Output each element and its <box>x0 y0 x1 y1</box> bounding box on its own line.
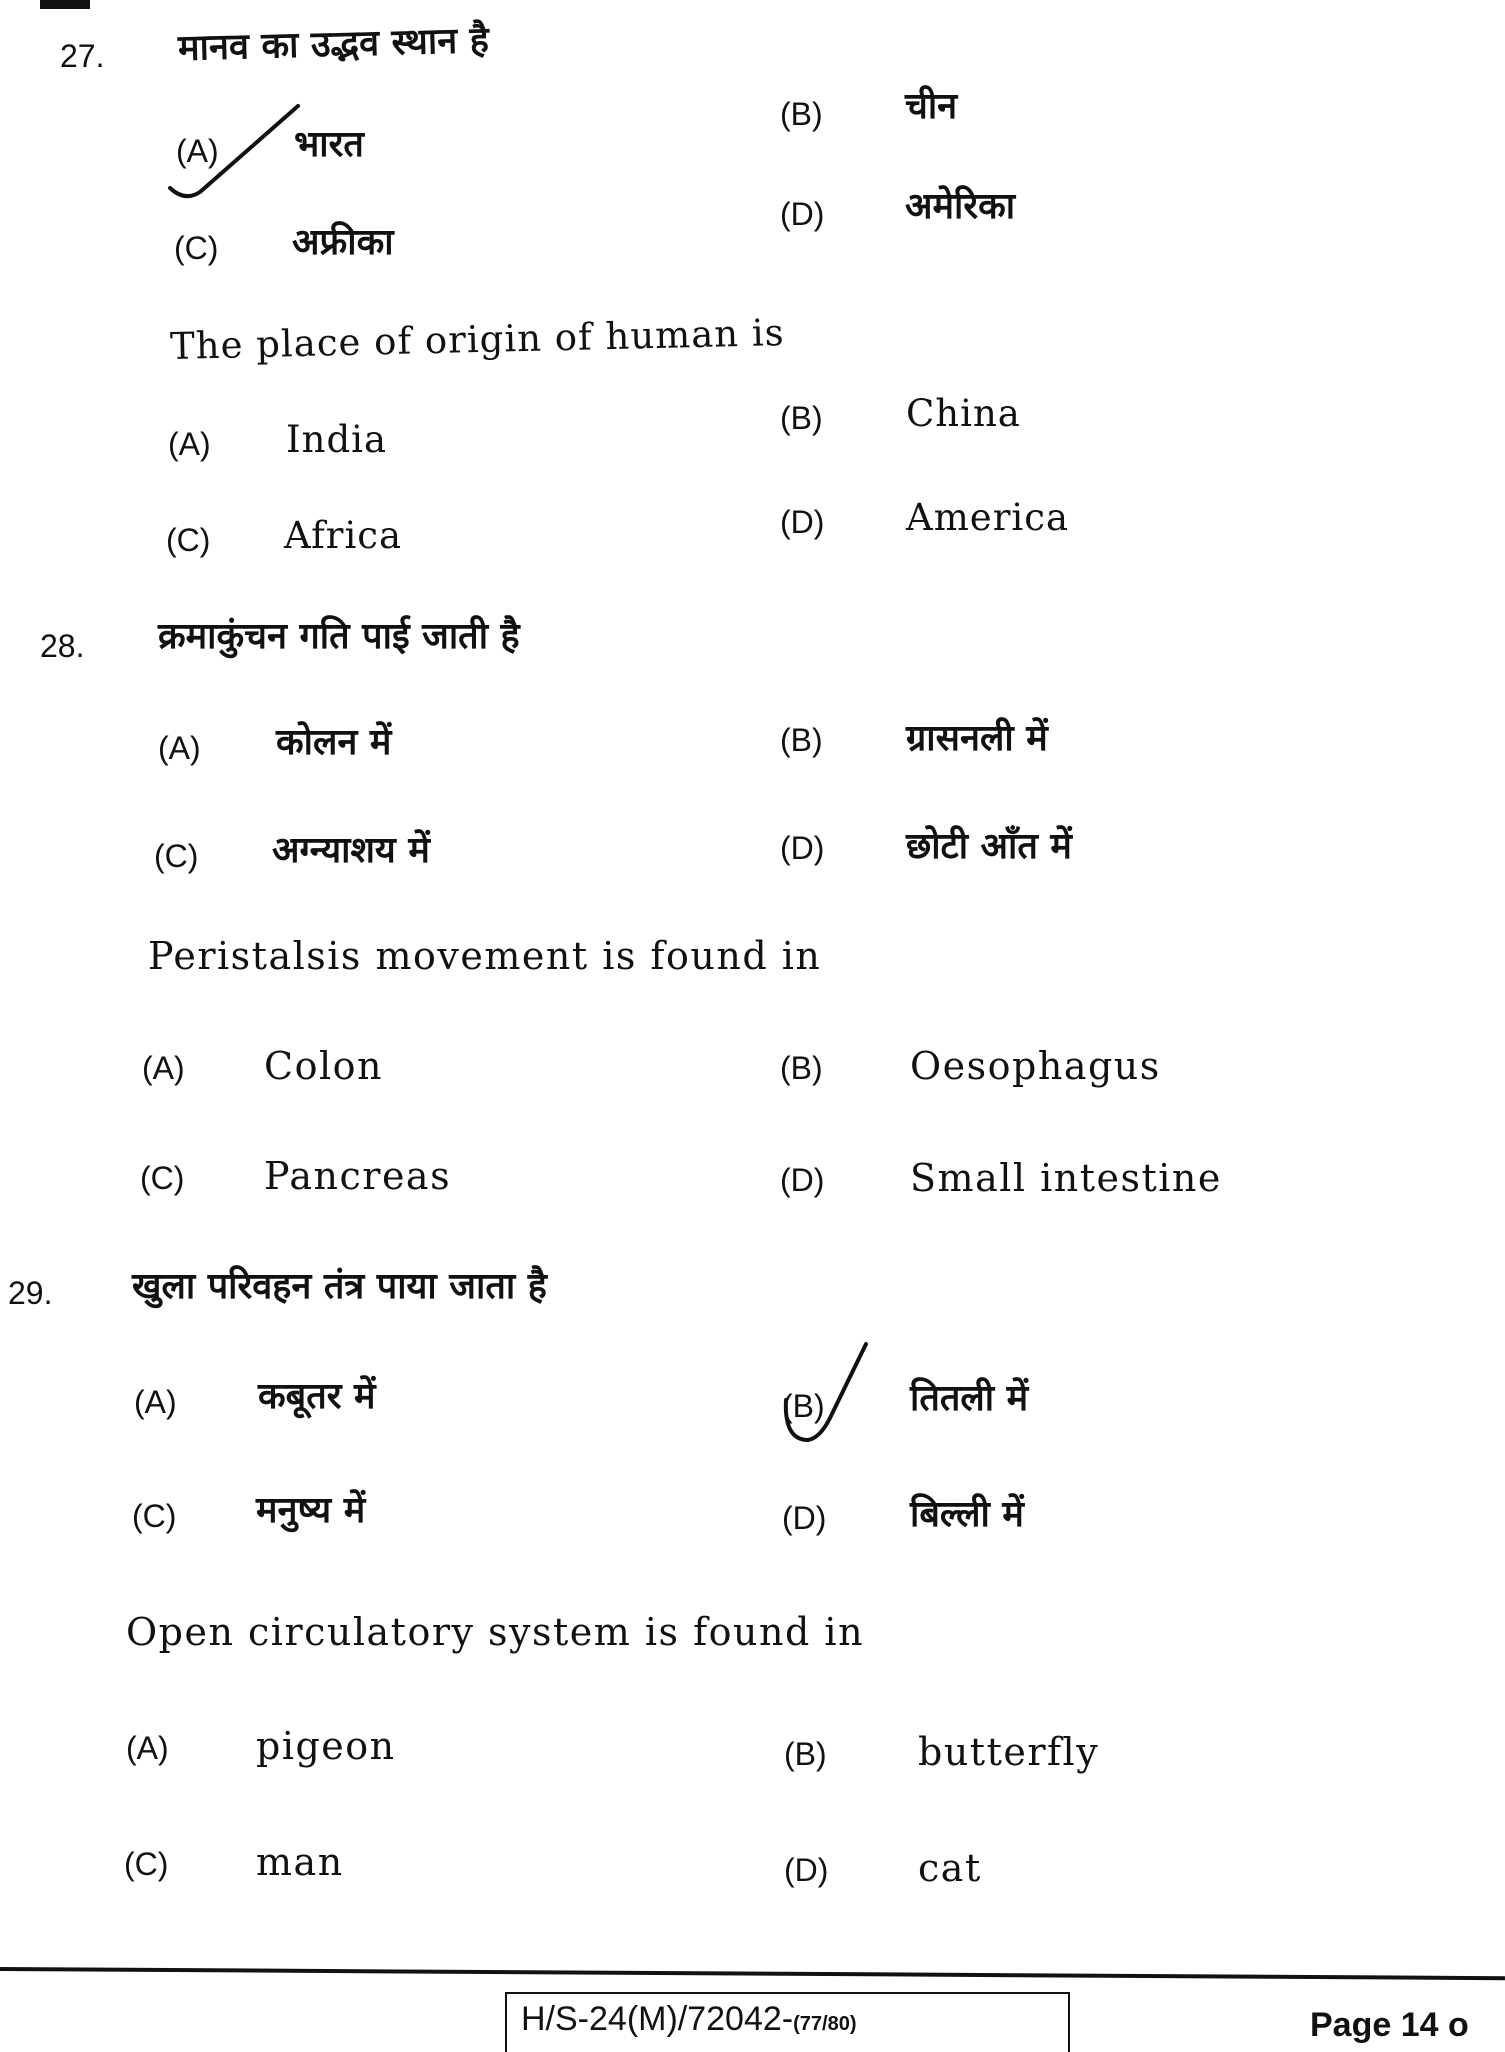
footer-rule <box>0 1967 1505 1980</box>
paper-code-box <box>505 1992 1070 2052</box>
option-label-c: (C) <box>166 522 211 558</box>
option-text-d: Small intestine <box>910 1156 1222 1200</box>
option-label-c: (C) <box>174 230 219 266</box>
option-label-c: (C) <box>132 1498 177 1534</box>
option-label-a: (A) <box>168 426 211 462</box>
option-label-d: (D) <box>780 830 825 866</box>
paper-code-suffix: (77/80) <box>793 2013 857 2035</box>
option-text-d: cat <box>918 1846 982 1890</box>
page-number: Page 14 o <box>1310 2006 1469 2044</box>
option-text-d: America <box>906 496 1070 539</box>
option-text-b: butterfly <box>918 1730 1100 1774</box>
option-label-a: (A) <box>134 1384 177 1420</box>
option-label-d: (D) <box>780 504 825 540</box>
option-text-a: कोलन में <box>276 722 392 763</box>
option-text-d: छोटी आँत में <box>906 826 1072 867</box>
option-text-a: Colon <box>264 1044 383 1088</box>
option-label-d: (D) <box>780 196 825 232</box>
top-edge-mark <box>40 0 90 9</box>
question-number: 29. <box>8 1275 53 1311</box>
option-text-c: man <box>256 1840 344 1884</box>
option-text-b: चीन <box>905 86 958 127</box>
paper-code: H/S-24(M)/72042- <box>521 2000 794 2038</box>
option-label-a: (A) <box>176 133 219 169</box>
handwritten-tick-icon <box>160 100 310 210</box>
option-text-c: अफ्रीका <box>292 222 394 263</box>
option-text-b: ग्रासनली में <box>906 718 1048 759</box>
option-label-d: (D) <box>784 1852 829 1888</box>
handwritten-tick-icon <box>780 1340 900 1450</box>
option-label-d: (D) <box>780 1162 825 1198</box>
question-text-hindi: मानव का उद्भव स्थान है <box>177 19 490 70</box>
option-text-c: मनुष्य में <box>256 1490 366 1531</box>
option-text-d: बिल्ली में <box>910 1494 1024 1535</box>
question-text-hindi: खुला परिवहन तंत्र पाया जाता है <box>132 1266 547 1307</box>
option-label-a: (A) <box>126 1730 169 1766</box>
option-label-d: (D) <box>782 1500 827 1536</box>
option-label-b: (B) <box>782 1388 825 1424</box>
question-number: 28. <box>40 628 85 664</box>
question-text-english: The place of origin of human is <box>169 311 786 368</box>
option-label-b: (B) <box>780 96 823 132</box>
option-label-c: (C) <box>154 838 199 874</box>
option-label-b: (B) <box>780 722 823 758</box>
option-text-c: Pancreas <box>264 1154 452 1198</box>
option-text-a: भारत <box>294 124 364 165</box>
question-number: 27. <box>60 38 105 74</box>
question-text-hindi: क्रमाकुंचन गति पाई जाती है <box>158 616 520 657</box>
option-text-c: अग्न्याशय में <box>272 830 430 871</box>
option-label-a: (A) <box>158 730 201 766</box>
option-label-b: (B) <box>780 400 823 436</box>
option-label-b: (B) <box>784 1736 827 1772</box>
option-label-c: (C) <box>140 1160 185 1196</box>
option-text-d: अमेरिका <box>905 186 1016 227</box>
option-text-b: Oesophagus <box>910 1044 1161 1088</box>
question-text-english: Open circulatory system is found in <box>126 1610 865 1654</box>
option-text-a: India <box>286 418 388 461</box>
option-label-c: (C) <box>124 1846 169 1882</box>
option-text-b: तितली में <box>910 1378 1029 1419</box>
option-text-c: Africa <box>284 514 403 557</box>
option-text-b: China <box>906 392 1021 435</box>
option-label-b: (B) <box>780 1050 823 1086</box>
option-text-a: कबूतर में <box>258 1376 376 1417</box>
option-text-a: pigeon <box>256 1724 396 1768</box>
question-text-english: Peristalsis movement is found in <box>148 934 822 978</box>
option-label-a: (A) <box>142 1050 185 1086</box>
